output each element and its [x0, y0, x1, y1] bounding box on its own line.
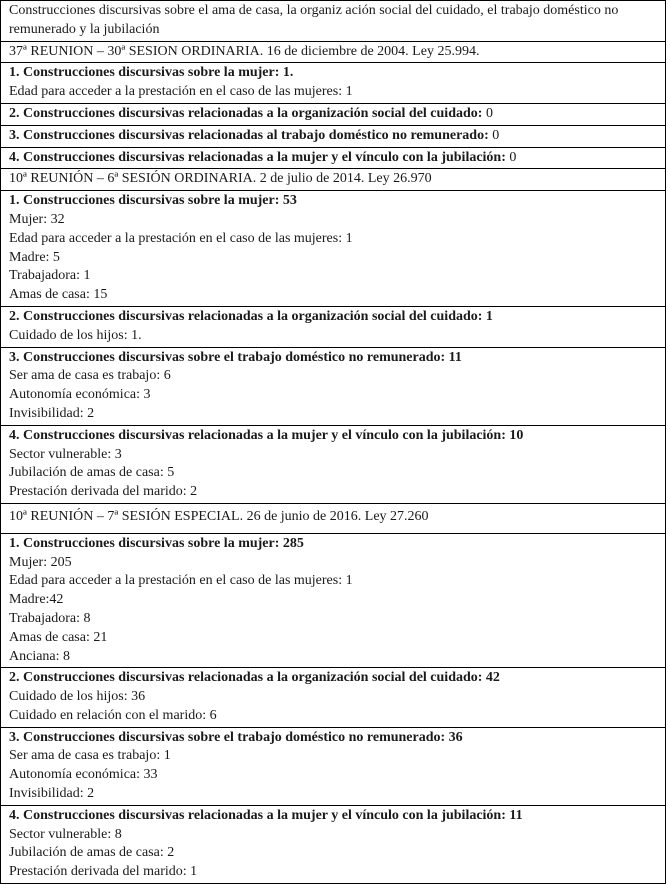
group-title: 2. Construcciones discursivas relacionadas a la organización social del cuidado: — [9, 105, 483, 121]
group-item: Sector vulnerable: 8 — [9, 826, 122, 842]
group-row — [1, 103, 666, 125]
group-item: Cuidado de los hijos: 36 — [9, 689, 146, 705]
group-item: Prestación derivada del marido: 2 — [9, 484, 198, 500]
group-item: Edad para acceder a la prestación en el caso de las mujeres: 1 — [9, 573, 353, 589]
session-heading: 37ª REUNION – 30ª SESION ORDINARIA. 16 de diciembre de 2004. Ley 25.994. — [1, 41, 666, 63]
session-heading: 10ª REUNIÓN – 6ª SESIÓN ORDINARIA. 2 de julio de 2014. Ley 26.970 — [1, 169, 666, 191]
group-row — [1, 191, 666, 307]
session-heading-row — [1, 503, 666, 533]
group-title: 3. Construcciones discursivas sobre el trabajo doméstico no remunerado: 36 — [9, 729, 463, 745]
group-item: Ser ama de casa es trabajo: 6 — [9, 368, 171, 384]
session-heading: 10ª REUNIÓN – 7ª SESIÓN ESPECIAL. 26 de junio de 2016. Ley 27.260 — [1, 503, 666, 533]
group-item: Autonomía económica: 3 — [9, 387, 151, 403]
group-item: Invisibilidad: 2 — [9, 405, 95, 421]
group-row — [1, 347, 666, 425]
group-item: Jubilación de amas de casa: 5 — [9, 465, 175, 481]
group-title: 4. Construcciones discursivas relacionadas a la mujer y el vínculo con la jubilación: — [9, 149, 506, 165]
group-count: 0 — [482, 105, 493, 121]
group-item: Trabajadora: 8 — [9, 610, 91, 626]
group-row — [1, 533, 666, 668]
group-title: 1. Construcciones discursivas sobre la mujer: 1. — [9, 65, 294, 81]
group-title: 3. Construcciones discursivas relacionadas al trabajo doméstico no remunerado: — [9, 127, 489, 143]
group-item: Edad para acceder a la prestación en el caso de las mujeres: 1 — [9, 84, 353, 100]
group-title: 2. Construcciones discursivas relacionadas a la organización social del cuidado: 1 — [9, 308, 493, 324]
group-count: 0 — [488, 127, 500, 143]
group-item: Jubilación de amas de casa: 2 — [9, 845, 175, 861]
group-title: 3. Construcciones discursivas sobre el trabajo doméstico no remunerado: 11 — [9, 349, 462, 365]
group-row — [1, 425, 666, 503]
group-row — [1, 306, 666, 347]
group-count: 0 — [505, 149, 517, 165]
group-row — [1, 125, 666, 147]
group-item: Amas de casa: 15 — [9, 287, 108, 303]
group-item: Cuidado en relación con el marido: 6 — [9, 707, 217, 723]
group-title: 1. Construcciones discursivas sobre la mujer: 285 — [9, 535, 304, 551]
table-title: Construcciones discursivas sobre el ama de casa, la organiz ación social del cuidado, el trabajo doméstico no remunerado y la jubilación — [1, 1, 666, 42]
group-item: Trabajadora: 1 — [9, 268, 91, 284]
group-item: Cuidado de los hijos: 1. — [9, 327, 142, 343]
session-heading-row — [1, 41, 666, 63]
table-title-row — [1, 1, 666, 42]
group-item: Sector vulnerable: 3 — [9, 446, 122, 462]
group-item: Prestación derivada del marido: 1 — [9, 864, 198, 880]
group-item: Madre:42 — [9, 592, 64, 608]
group-item: Invisibilidad: 2 — [9, 786, 95, 802]
group-item: Autonomía económica: 33 — [9, 767, 158, 783]
session-heading-row — [1, 169, 666, 191]
group-item: Mujer: 205 — [9, 554, 72, 570]
group-row — [1, 805, 666, 883]
group-title: 4. Construcciones discursivas relacionadas a la mujer y el vínculo con la jubilación: 11 — [9, 807, 523, 823]
group-title: 1. Construcciones discursivas sobre la mujer: 53 — [9, 193, 297, 209]
group-row — [1, 668, 666, 727]
group-item: Madre: 5 — [9, 249, 60, 265]
group-item: Edad para acceder a la prestación en el caso de las mujeres: 1 — [9, 230, 353, 246]
group-item: Ser ama de casa es trabajo: 1 — [9, 748, 171, 764]
group-row — [1, 147, 666, 169]
group-item: Mujer: 32 — [9, 211, 65, 227]
group-title: 4. Construcciones discursivas relacionadas a la mujer y el vínculo con la jubilación: 10 — [9, 427, 524, 443]
group-row — [1, 63, 666, 104]
group-item: Anciana: 8 — [9, 648, 71, 664]
group-item: Amas de casa: 21 — [9, 629, 108, 645]
group-row — [1, 727, 666, 805]
group-title: 2. Construcciones discursivas relacionadas a la organización social del cuidado: 42 — [9, 670, 500, 686]
